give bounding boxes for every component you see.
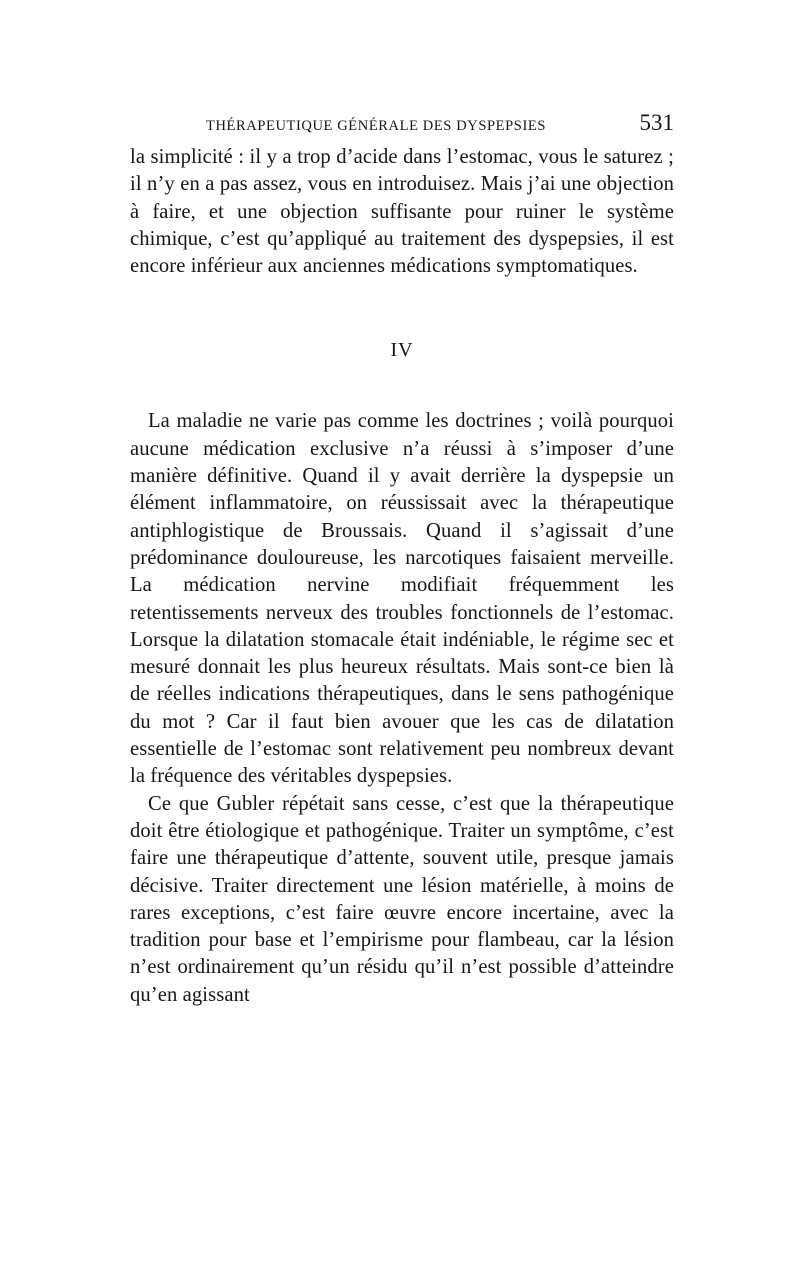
page-header (130, 108, 674, 144)
paragraph-2: La maladie ne varie pas comme les doctrines ; voilà pourquoi aucune médication exclusive n’a réussi à s’imposer d’une manière définitive. Quand il y avait derrière la dyspepsie un élément inflammatoire, on réussissait avec la thérapeutique antiphlogistique de Broussais. Quand il s’agissait d’une prédominance douloureuse, les narcotiques faisaient merveille. La médication nervine modifiait fréquemment les retentissements nerveux des troubles fonctionnels de l’estomac. Lorsque la dilatation stomacale était indéniable, le régime sec et mesuré donnait les plus heureux résultats. Mais sont-ce bien là de réelles indications thérapeutiques, dans le sens pathogénique du mot ? Car il faut bien avouer que les cas de dilatation essentielle de l’estomac sont relativement peu nombreux devant la fréquence des véritables dyspepsies. (130, 410, 674, 788)
paragraph-3: Ce que Gubler répétait sans cesse, c’est que la thérapeutique doit être étiologique et pathogénique. Traiter un symptôme, c’est faire une thérapeutique d’attente, souvent utile, presque jamais décisive. Traiter directement une lésion matérielle, à moins de rares exceptions, c’est faire œuvre encore incertaine, avec la tradition pour base et l’empirisme pour flambeau, car la lésion n’est ordinairement qu’un résidu qu’il n’est possible d’atteindre qu’en agissant (130, 792, 674, 1006)
paragraph-1: la simplicité : il y a trop d’acide dans l’estomac, vous le saturez ; il n’y en a pas assez, vous en introduisez. Mais j’ai une objection à faire, et une objection suffisante pour ruiner le système chimique, c’est qu’appliqué au traitement des dyspepsies, il est encore inférieur aux anciennes médications symptomatiques. (130, 146, 674, 278)
running-title: THÉRAPEUTIQUE GÉNÉRALE DES DYSPEPSIES (206, 118, 546, 134)
book-page (130, 108, 674, 1009)
page-number: 531 (639, 110, 674, 135)
section-heading: IV (390, 339, 414, 362)
